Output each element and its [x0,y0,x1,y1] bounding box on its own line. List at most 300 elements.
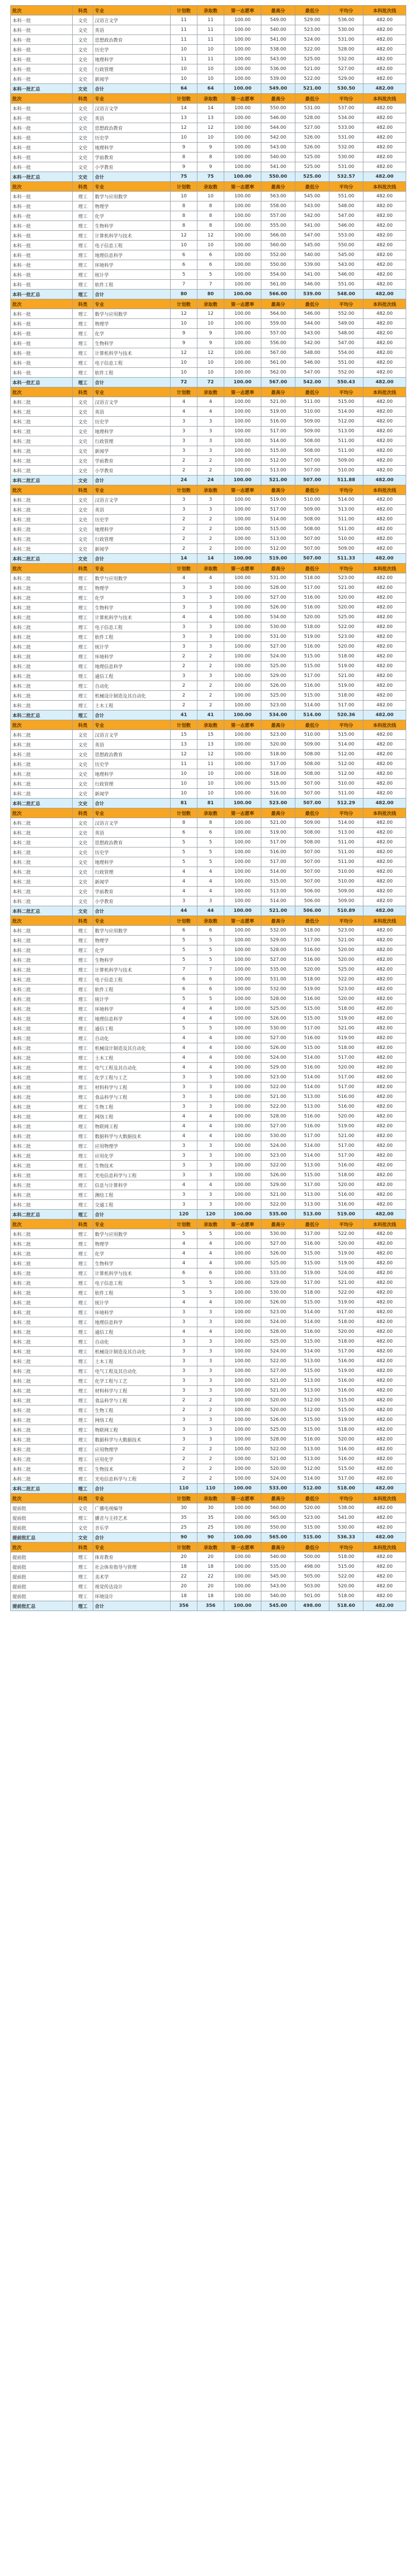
table-cell: 482.00 [363,1239,406,1249]
table-cell: 2 [197,681,224,691]
table-cell: 482.00 [363,338,406,348]
table-row [11,896,406,906]
table-cell: 25 [197,1523,224,1533]
table-cell: 507.00 [295,456,329,466]
table-cell: 100.00 [224,1464,261,1474]
table-cell: 521.00 [261,906,295,916]
table-cell: 514.00 [295,1347,329,1357]
table-row [11,1033,406,1043]
table-cell: 3 [171,436,197,446]
header-row [11,564,406,573]
table-cell: 482.00 [363,1435,406,1445]
table-cell: 11 [171,35,197,45]
table-cell: 482.00 [363,25,406,35]
table-cell: 515.00 [329,1396,363,1405]
table-cell: 4 [171,1004,197,1014]
table-row [11,338,406,348]
table-cell: 14 [171,554,197,564]
table-cell: 519.00 [329,1366,363,1376]
table-cell: 本科二批 [11,1357,73,1366]
table-cell: 本科一批 [11,358,73,368]
table-row [11,1513,406,1523]
table-cell: 20 [171,1582,197,1591]
table-cell: 3 [171,1082,197,1092]
table-cell: 10 [171,769,197,779]
table-cell: 提前批 [11,1503,73,1513]
table-cell: 520.00 [329,955,363,965]
table-cell: 文史 [73,133,93,143]
table-cell: 528.00 [261,1435,295,1445]
table-row [11,632,406,642]
table-cell: 文史 [73,35,93,45]
table-cell: 3 [171,417,197,427]
table-cell: 100.00 [224,1572,261,1582]
table-cell: 文史 [73,544,93,554]
table-cell: 4 [197,1327,224,1337]
table-cell: 10 [197,779,224,789]
table-row [11,329,406,338]
table-cell: 482.00 [363,1288,406,1298]
table-row [11,750,406,759]
table-cell: 文史 [73,172,93,182]
table-cell: 482.00 [363,74,406,84]
table-cell: 100.00 [224,632,261,642]
table-cell: 482.00 [363,1425,406,1435]
table-row [11,446,406,456]
table-cell: 4 [171,1131,197,1141]
table-cell: 理工 [73,593,93,603]
table-cell: 本科一批 [11,113,73,123]
table-cell: 100.00 [224,436,261,446]
table-cell: 英语 [93,505,171,515]
table-cell: 最高分 [261,808,295,818]
table-cell: 理工 [73,710,93,720]
table-cell: 4 [197,407,224,417]
table-cell: 515.00 [295,1533,329,1543]
table-cell: 18 [171,1591,197,1601]
table-cell: 本科二批 [11,1445,73,1454]
table-cell: 5 [197,848,224,857]
table-cell: 文史 [73,857,93,867]
table-cell: 科类 [73,182,93,192]
table-cell: 本科二批 [11,1386,73,1396]
table-cell: 482.00 [363,554,406,564]
table-cell: 14 [197,104,224,113]
table-cell: 科类 [73,485,93,495]
table-cell: 520.00 [329,1239,363,1249]
table-cell: 本科二批 [11,750,73,759]
table-cell: 9 [171,162,197,172]
table-cell: 545.00 [329,250,363,260]
table-cell: 4 [197,613,224,622]
table-cell: 批次 [11,1494,73,1503]
table-cell: 理工 [73,309,93,319]
table-cell: 最低分 [295,299,329,309]
table-cell: 120 [197,1210,224,1219]
table-cell: 计算机科学与技术 [93,231,171,241]
table-cell: 547.00 [295,231,329,241]
table-row [11,133,406,143]
table-cell: 482.00 [363,1259,406,1268]
table-cell: 第一志愿率 [224,1219,261,1229]
table-cell: 文史 [73,436,93,446]
table-row [11,104,406,113]
table-cell: 100.00 [224,1454,261,1464]
table-cell: 本科二批 [11,417,73,427]
table-cell: 482.00 [363,1073,406,1082]
table-cell: 第一志愿率 [224,564,261,573]
table-cell: 518.00 [329,1591,363,1601]
table-cell: 482.00 [363,887,406,896]
table-cell: 510.00 [329,779,363,789]
table-cell: 482.00 [363,583,406,593]
table-cell: 508.00 [295,838,329,848]
table-cell: 4 [171,1327,197,1337]
table-cell: 本科二批 [11,544,73,554]
table-cell: 100.00 [224,1445,261,1454]
table-cell: 3 [171,1161,197,1171]
table-cell: 9 [171,338,197,348]
table-cell: 2 [171,691,197,701]
table-row [11,1523,406,1533]
table-cell: 100.00 [224,192,261,201]
table-cell: 516.00 [295,1239,329,1249]
table-cell: 100.00 [224,104,261,113]
table-cell: 环境科学 [93,1308,171,1317]
table-cell: 552.00 [329,368,363,378]
table-cell: 文史 [73,750,93,759]
table-cell: 本科一批 [11,55,73,64]
table-cell: 电子信息工程 [93,1278,171,1288]
table-cell: 4 [171,1239,197,1249]
table-cell: 100.00 [224,1562,261,1572]
table-cell: 3 [171,896,197,906]
table-cell: 理工 [73,1249,93,1259]
table-cell: 100.00 [224,1435,261,1445]
table-row [11,701,406,710]
table-cell: 482.00 [363,1249,406,1259]
table-cell: 526.00 [261,1298,295,1308]
table-cell: 552.00 [261,250,295,260]
table-cell: 本科二批 [11,1171,73,1180]
table-cell: 理工 [73,573,93,583]
table-cell: 521.00 [329,671,363,681]
table-cell: 科类 [73,299,93,309]
table-cell: 521.00 [261,818,295,828]
table-cell: 理工 [73,1092,93,1102]
table-cell: 4 [171,1033,197,1043]
table-cell: 100.00 [224,887,261,896]
table-cell: 网络工程 [93,1112,171,1122]
table-cell: 527.00 [261,642,295,652]
table-cell: 4 [171,867,197,877]
table-cell: 482.00 [363,1533,406,1543]
table-cell: 3 [171,1415,197,1425]
table-cell: 汉语言文学 [93,818,171,828]
table-cell: 513.00 [295,1190,329,1200]
table-cell: 482.00 [363,143,406,152]
table-cell: 550.00 [261,104,295,113]
table-cell: 理工 [73,1308,93,1317]
table-cell: 2 [171,466,197,476]
table-cell: 520.36 [329,710,363,720]
table-cell: 历史学 [93,417,171,427]
table-cell: 100.00 [224,867,261,877]
table-cell: 482.00 [363,1366,406,1376]
table-cell: 567.00 [261,348,295,358]
header-row [11,299,406,309]
table-cell: 最高分 [261,1219,295,1229]
table-cell: 本科一批 [11,162,73,172]
table-cell: 100.00 [224,1308,261,1317]
table-cell: 518.00 [329,1337,363,1347]
table-cell: 5 [197,994,224,1004]
table-cell: 10 [171,74,197,84]
table-cell: 理工 [73,926,93,936]
table-cell: 482.00 [363,1063,406,1073]
table-cell: 514.00 [295,1053,329,1063]
table-cell: 3 [171,1092,197,1102]
table-cell: 应用物理学 [93,1445,171,1454]
table-cell: 518.00 [329,1317,363,1327]
table-cell: 100.00 [224,740,261,750]
table-cell: 522.00 [329,1229,363,1239]
table-cell: 3 [197,642,224,652]
table-cell: 536.00 [329,15,363,25]
table-row [11,241,406,250]
table-cell: 513.00 [295,1386,329,1396]
table-cell: 3 [197,1376,224,1386]
table-cell: 计划数 [171,387,197,397]
table-cell: 100.00 [224,838,261,848]
table-cell: 文史 [73,407,93,417]
table-cell: 行政管理 [93,867,171,877]
table-cell: 本科二批 [11,1033,73,1043]
table-cell: 100.00 [224,1014,261,1024]
table-cell: 514.00 [295,701,329,710]
table-cell: 550.00 [329,241,363,250]
table-cell: 512.00 [329,750,363,759]
table-cell: 9 [197,143,224,152]
table-cell: 11 [171,25,197,35]
table-cell: 516.00 [295,681,329,691]
table-cell: 519.00 [261,407,295,417]
table-cell: 3 [197,446,224,456]
table-cell: 522.00 [295,45,329,55]
table-cell: 20 [197,1552,224,1562]
header-row [11,387,406,397]
table-cell: 最高分 [261,387,295,397]
table-cell: 本科二批 [11,1415,73,1425]
table-cell: 理工 [73,378,93,387]
table-cell: 100.00 [224,378,261,387]
table-row [11,221,406,231]
table-cell: 11 [171,55,197,64]
table-cell: 513.00 [329,828,363,838]
table-cell: 食品科学与工程 [93,1092,171,1102]
table-cell: 527.00 [261,1033,295,1043]
table-cell: 482.00 [363,231,406,241]
table-row [11,211,406,221]
table-cell: 计划数 [171,94,197,104]
table-cell: 518.00 [295,926,329,936]
table-cell: 482.00 [363,1131,406,1141]
table-cell: 20 [197,1582,224,1591]
table-cell: 482.00 [363,1308,406,1317]
table-cell: 理工 [73,201,93,211]
table-cell: 561.00 [261,280,295,290]
table-cell: 理工 [73,1171,93,1180]
table-cell: 6 [171,975,197,985]
table-cell: 514.00 [329,740,363,750]
table-cell: 100.00 [224,466,261,476]
table-cell: 525.00 [261,1425,295,1435]
table-cell: 482.00 [363,965,406,975]
table-cell: 482.00 [363,573,406,583]
table-row [11,152,406,162]
table-cell: 516.00 [261,789,295,799]
table-cell: 提前批汇总 [11,1601,73,1611]
table-cell: 4 [197,1053,224,1063]
table-cell: 482.00 [363,622,406,632]
table-cell: 本科二批 [11,1425,73,1435]
table-cell: 550.43 [329,378,363,387]
table-row [11,1317,406,1327]
table-cell: 482.00 [363,113,406,123]
table-cell: 本科批次线 [363,720,406,730]
table-cell: 5 [171,857,197,867]
table-cell: 本科二批 [11,759,73,769]
table-cell: 6 [171,985,197,994]
table-cell: 516.00 [295,1112,329,1122]
table-cell: 物理学 [93,1239,171,1249]
table-cell: 540.00 [295,250,329,260]
table-cell: 理工 [73,1396,93,1405]
table-cell: 文史 [73,495,93,505]
table-cell: 482.00 [363,906,406,916]
table-cell: 8 [171,221,197,231]
table-cell: 482.00 [363,1317,406,1327]
table-cell: 学前教育 [93,152,171,162]
table-cell: 517.00 [329,1308,363,1317]
table-cell: 514.00 [295,1141,329,1151]
table-cell: 历史学 [93,515,171,524]
table-cell: 482.00 [363,544,406,554]
table-cell: 3 [197,505,224,515]
table-cell: 本科二批 [11,1396,73,1405]
table-cell: 本科二批 [11,436,73,446]
table-cell: 516.00 [329,1190,363,1200]
table-cell: 2 [197,1464,224,1474]
table-cell: 3 [171,1151,197,1161]
table-cell: 地理信息科学 [93,662,171,671]
table-row [11,926,406,936]
table-cell: 482.00 [363,1180,406,1190]
table-cell: 524.00 [261,1347,295,1357]
header-row [11,1219,406,1229]
table-cell: 482.00 [363,1278,406,1288]
table-row [11,1386,406,1396]
table-cell: 文史 [73,505,93,515]
table-cell: 提前批 [11,1552,73,1562]
table-cell: 5 [197,1229,224,1239]
table-cell: 522.00 [261,1357,295,1366]
table-cell: 482.00 [363,64,406,74]
table-cell: 本科二批 [11,965,73,975]
table-cell: 科类 [73,1219,93,1229]
table-cell: 文史 [73,113,93,123]
table-cell: 本科一批 [11,123,73,133]
table-cell: 最高分 [261,1494,295,1503]
table-cell: 100.00 [224,1112,261,1122]
table-cell: 44 [197,906,224,916]
table-cell: 543.00 [329,260,363,270]
table-cell: 5 [197,1024,224,1033]
table-cell: 100.00 [224,221,261,231]
table-cell: 120 [171,1210,197,1219]
table-cell: 543.00 [261,55,295,64]
table-cell: 理工 [73,1073,93,1082]
table-cell: 历史学 [93,45,171,55]
table-cell: 计划数 [171,564,197,573]
table-cell: 482.00 [363,1357,406,1366]
table-cell: 100.00 [224,358,261,368]
table-cell: 519.00 [295,632,329,642]
summary-row [11,906,406,916]
table-cell: 514.00 [261,867,295,877]
table-cell: 本科二批汇总 [11,906,73,916]
table-cell: 最高分 [261,720,295,730]
table-cell: 100.00 [224,407,261,417]
table-cell: 12 [171,750,197,759]
table-cell: 545.00 [295,241,329,250]
table-cell: 515.00 [329,397,363,407]
table-cell: 第一志愿率 [224,94,261,104]
table-cell: 机械设计制造及其自动化 [93,691,171,701]
table-cell: 3 [197,622,224,632]
table-cell: 行政管理 [93,779,171,789]
table-cell: 3 [197,671,224,681]
table-cell: 本科二批 [11,671,73,681]
header-row [11,720,406,730]
table-cell: 515.00 [295,1043,329,1053]
table-cell: 517.00 [295,1024,329,1033]
table-row [11,1190,406,1200]
table-cell: 文史 [73,45,93,55]
table-cell: 529.00 [261,936,295,945]
table-cell: 统计学 [93,1298,171,1308]
table-row [11,1503,406,1513]
table-cell: 482.00 [363,162,406,172]
table-row [11,1405,406,1415]
table-cell: 482.00 [363,877,406,887]
table-cell: 18 [171,1562,197,1572]
table-cell: 546.00 [295,309,329,319]
table-cell: 统计学 [93,642,171,652]
table-cell: 511.00 [295,397,329,407]
table-cell: 100.00 [224,750,261,759]
table-cell: 本科批次线 [363,94,406,104]
table-cell: 最高分 [261,299,295,309]
table-cell: 文史 [73,740,93,750]
table-cell: 530.00 [329,152,363,162]
table-cell: 行政管理 [93,436,171,446]
table-cell: 100.00 [224,495,261,505]
table-cell: 理工 [73,691,93,701]
table-cell: 482.00 [363,1552,406,1562]
table-cell: 511.00 [329,436,363,446]
table-cell: 549.00 [261,84,295,94]
